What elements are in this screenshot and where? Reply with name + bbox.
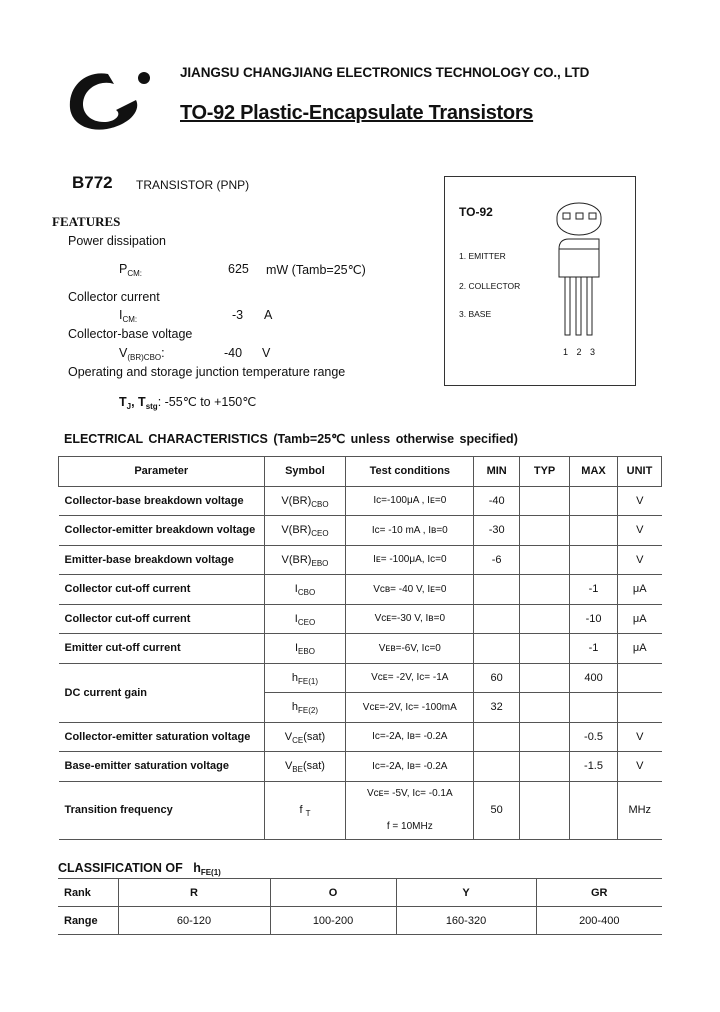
header-typ: TYP xyxy=(520,457,570,487)
electrical-table xyxy=(58,456,662,840)
features-heading: FEATURES xyxy=(52,214,121,229)
unit-cell: μA xyxy=(617,575,661,605)
param-cell: Collector cut-off current xyxy=(59,604,265,634)
condition-cell xyxy=(346,781,474,839)
collector-current-label: Collector current xyxy=(68,290,160,304)
header-parameter: Parameter xyxy=(59,457,265,487)
part-number: B772 xyxy=(72,173,113,192)
typ-cell xyxy=(520,722,570,752)
vbrcbo-symbol: $V_{(BR)CBO}$: xyxy=(119,346,165,362)
typ-cell xyxy=(520,486,570,516)
table-row xyxy=(59,781,662,839)
table-row xyxy=(59,634,662,664)
condition-line-1: Vᴄᴇ= -5V, Iᴄ= -0.1A xyxy=(366,788,453,799)
condition-line-2: f = 10MHz xyxy=(386,821,433,832)
condition-cell: Iᴄ=-2A, Iʙ= -0.2A xyxy=(346,722,474,752)
vbrcbo-unit: V xyxy=(262,346,271,360)
symbol-cell: $V(BR)_{CEO}$ xyxy=(264,516,346,546)
unit-cell xyxy=(617,663,661,693)
rank-cell: GR xyxy=(536,879,662,907)
typ-cell xyxy=(520,634,570,664)
max-cell: 400 xyxy=(570,663,618,693)
min-cell: 60 xyxy=(474,663,520,693)
range-label: Range xyxy=(58,907,118,935)
max-cell: -0.5 xyxy=(570,722,618,752)
typ-cell xyxy=(520,781,570,839)
param-cell: Emitter-base breakdown voltage xyxy=(59,545,265,575)
max-cell xyxy=(570,693,618,723)
table-row xyxy=(59,604,662,634)
symbol-cell: $V(BR)_{CBO}$ xyxy=(264,486,346,516)
max-cell xyxy=(570,516,618,546)
range-cell: 160-320 xyxy=(396,907,536,935)
param-cell: DC current gain xyxy=(59,663,265,722)
vbrcbo-value: -40 xyxy=(224,346,243,360)
min-cell xyxy=(474,722,520,752)
header-unit: UNIT xyxy=(617,457,661,487)
unit-cell: μA xyxy=(617,634,661,664)
power-dissipation-label: Power dissipation xyxy=(68,234,166,248)
symbol-cell: f $_T$ xyxy=(264,781,346,839)
company-name: JIANGSU CHANGJIANG ELECTRONICS TECHNOLOGY CO., LTD xyxy=(180,65,590,80)
table-row xyxy=(59,545,662,575)
symbol-cell: $I_{CBO}$ xyxy=(264,575,346,605)
param-cell: Collector-emitter breakdown voltage xyxy=(59,516,265,546)
symbol-cell: $V_{CE}(sat)$ xyxy=(264,722,346,752)
typ-cell xyxy=(520,752,570,782)
pcm-symbol: $P_{CM:}$ xyxy=(119,262,143,278)
range-cell: 60-120 xyxy=(118,907,270,935)
icm-unit: A xyxy=(264,308,273,322)
pin1-label: 1. EMITTER xyxy=(459,251,506,261)
condition-cell: Vᴄᴇ= -2V, Iᴄ= -1A xyxy=(346,663,474,693)
unit-cell: V xyxy=(617,545,661,575)
header-max: MAX xyxy=(570,457,618,487)
pcm-unit: mW (Tamb=25℃) xyxy=(266,263,366,277)
max-cell xyxy=(570,486,618,516)
unit-cell xyxy=(617,693,661,723)
param-cell: Collector-emitter saturation voltage xyxy=(59,722,265,752)
param-cell: Base-emitter saturation voltage xyxy=(59,752,265,782)
range-cell: 200-400 xyxy=(536,907,662,935)
temperature-range-value: $T_J$, $T_{stg}$: -55℃ to +150℃ xyxy=(119,395,257,411)
table-row xyxy=(59,486,662,516)
symbol-cell: $I_{EBO}$ xyxy=(264,634,346,664)
symbol-cell: $V(BR)_{EBO}$ xyxy=(264,545,346,575)
table-row xyxy=(59,575,662,605)
table-row xyxy=(59,752,662,782)
min-cell xyxy=(474,634,520,664)
typ-cell xyxy=(520,575,570,605)
rank-cell: O xyxy=(270,879,396,907)
header-test-conditions: Test conditions xyxy=(346,457,474,487)
rank-cell: Y xyxy=(396,879,536,907)
min-cell: -40 xyxy=(474,486,520,516)
max-cell: -10 xyxy=(570,604,618,634)
cj-logo-icon xyxy=(64,66,156,138)
part-type: TRANSISTOR (PNP) xyxy=(136,178,250,192)
header-min: MIN xyxy=(474,457,520,487)
symbol-cell: $h_{FE(1)}$ xyxy=(264,663,346,693)
document-title: TO-92 Plastic-Encapsulate Transistors xyxy=(180,102,534,124)
table-row xyxy=(59,516,662,546)
unit-cell: μA xyxy=(617,604,661,634)
header-symbol: Symbol xyxy=(264,457,346,487)
package-name: TO-92 xyxy=(459,205,493,219)
condition-cell: Vᴄᴇ=-30 V, Iʙ=0 xyxy=(346,604,474,634)
typ-cell xyxy=(520,693,570,723)
collector-base-voltage-label: Collector-base voltage xyxy=(68,327,193,341)
pin-numbers: 1 2 3 xyxy=(563,347,599,357)
rank-row xyxy=(58,879,662,907)
pcm-value: 625 xyxy=(228,262,249,276)
max-cell: -1 xyxy=(570,634,618,664)
temperature-range-label: Operating and storage junction temperature range xyxy=(68,365,346,379)
unit-cell: V xyxy=(617,486,661,516)
min-cell xyxy=(474,604,520,634)
icm-symbol: $I_{CM:}$ xyxy=(119,308,138,324)
to92-package-icon xyxy=(549,199,609,347)
pin2-label: 2. COLLECTOR xyxy=(459,281,521,291)
typ-cell xyxy=(520,545,570,575)
table-row xyxy=(59,722,662,752)
unit-cell: MHz xyxy=(617,781,661,839)
typ-cell xyxy=(520,604,570,634)
unit-cell: V xyxy=(617,752,661,782)
max-cell: -1.5 xyxy=(570,752,618,782)
condition-cell: Iᴇ= -100μA, Iᴄ=0 xyxy=(346,545,474,575)
symbol-cell: $I_{CEO}$ xyxy=(264,604,346,634)
icm-value: -3 xyxy=(232,308,244,322)
symbol-cell: $h_{FE(2)}$ xyxy=(264,693,346,723)
table-row xyxy=(59,663,662,693)
pin3-label: 3. BASE xyxy=(459,309,492,319)
min-cell: -30 xyxy=(474,516,520,546)
condition-cell: Iᴄ=-2A, Iʙ= -0.2A xyxy=(346,752,474,782)
electrical-title: ELECTRICAL CHARACTERISTICS (Tamb=25℃ unless otherwise specified) xyxy=(64,432,518,446)
table-header-row xyxy=(59,457,662,487)
typ-cell xyxy=(520,516,570,546)
min-cell xyxy=(474,752,520,782)
condition-cell: Vᴇʙ=-6V, Iᴄ=0 xyxy=(346,634,474,664)
max-cell: -1 xyxy=(570,575,618,605)
max-cell xyxy=(570,545,618,575)
condition-cell: Vᴄʙ= -40 V, Iᴇ=0 xyxy=(346,575,474,605)
min-cell xyxy=(474,575,520,605)
max-cell xyxy=(570,781,618,839)
classification-table xyxy=(58,878,662,935)
typ-cell xyxy=(520,663,570,693)
condition-cell: Iᴄ= -10 mA , Iʙ=0 xyxy=(346,516,474,546)
param-cell: Collector-base breakdown voltage xyxy=(59,486,265,516)
package-box xyxy=(444,176,636,386)
condition-cell: Iᴄ=-100μA , Iᴇ=0 xyxy=(346,486,474,516)
unit-cell: V xyxy=(617,722,661,752)
range-cell: 100-200 xyxy=(270,907,396,935)
min-cell: 32 xyxy=(474,693,520,723)
param-cell: Collector cut-off current xyxy=(59,575,265,605)
min-cell: 50 xyxy=(474,781,520,839)
param-cell: Emitter cut-off current xyxy=(59,634,265,664)
unit-cell: V xyxy=(617,516,661,546)
range-row xyxy=(58,907,662,935)
classification-title: CLASSIFICATION OF $h_{FE(1)}$ xyxy=(58,861,221,877)
param-cell: Transition frequency xyxy=(59,781,265,839)
condition-cell: Vᴄᴇ=-2V, Iᴄ= -100mA xyxy=(346,693,474,723)
min-cell: -6 xyxy=(474,545,520,575)
rank-label: Rank xyxy=(58,879,118,907)
rank-cell: R xyxy=(118,879,270,907)
symbol-cell: $V_{BE}(sat)$ xyxy=(264,752,346,782)
